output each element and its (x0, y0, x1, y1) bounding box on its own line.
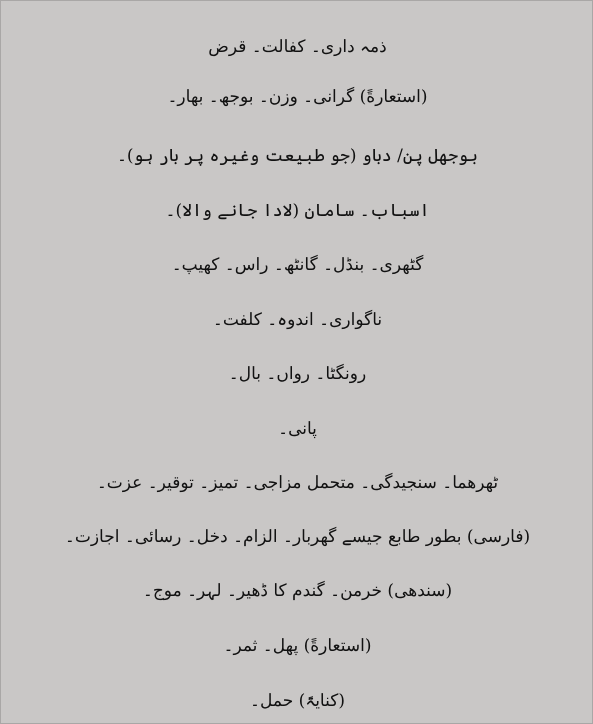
entry-line-5: گٹھری۔ بنڈل۔ گانٹھ۔ راس۔ کھیپ۔ (171, 255, 424, 275)
entry-line-9: ٹھرھما۔ سنجیدگی۔ متحمل مزاجی۔ تمیز۔ توقیر۔ عزت۔ (96, 473, 499, 493)
entry-line-7: رونگٹا۔ رواں۔ بال۔ (228, 364, 367, 384)
entry-line-6: ناگواری۔ اندوہ۔ کلفت۔ (212, 310, 383, 330)
entry-line-13: (کنایۃً) حمل۔ (250, 691, 345, 711)
entry-line-3: بوجھل پن/ دباو (جو طبیعت وغیرہ پر بار ہو)۔ (116, 146, 479, 166)
entry-line-12: (استعارةً) پھل۔ ثمر۔ (223, 636, 372, 656)
entry-line-10: (فارسی) بطور طابع جیسے گھربار۔ الزام۔ دخل۔ رسائی۔ اجازت۔ (64, 527, 531, 547)
entry-line-11: (سندھی) خرمن۔ گندم کا ڈھیر۔ لہر۔ موج۔ (142, 581, 453, 601)
entry-line-4: اسباب۔ سامان (لادا جانے والا)۔ (165, 201, 430, 221)
entry-line-2: (استعارةً) گرانی۔ وزن۔ بوجھ۔ بھار۔ (167, 87, 428, 107)
entry-line-1: ذمہ داری۔ کفالت۔ قرض (208, 37, 387, 57)
entry-line-8: پانی۔ (278, 419, 317, 439)
